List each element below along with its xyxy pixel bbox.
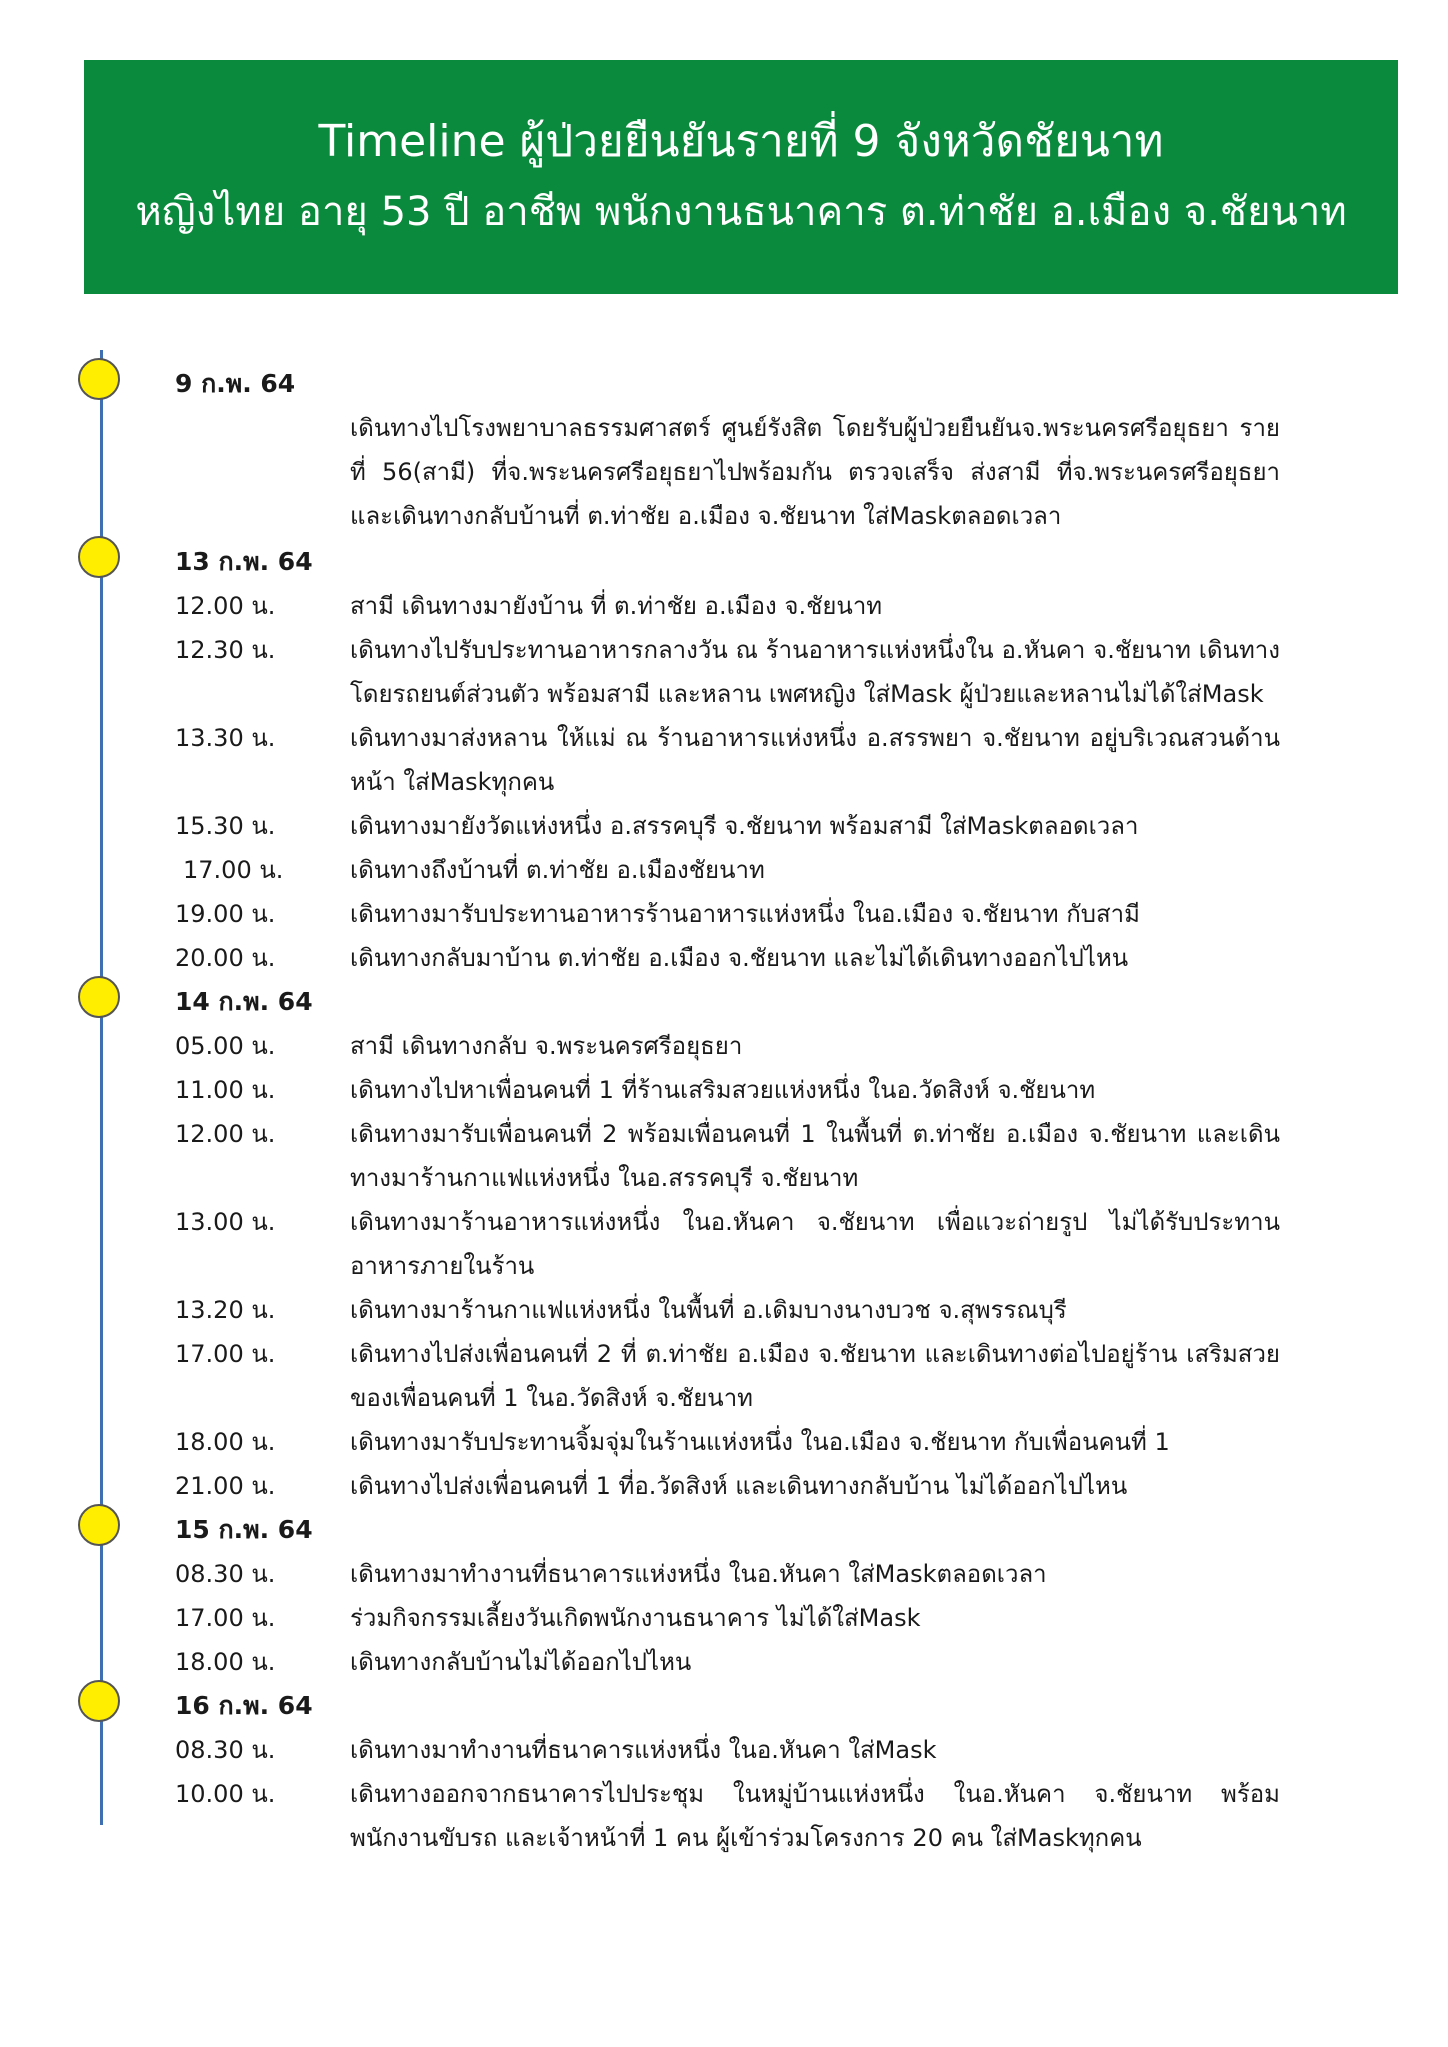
event-text: เดินทางถึงบ้านที่ ต.ท่าชัย อ.เมืองชัยนาท: [350, 856, 765, 884]
event-text: เดินทางกลับมาบ้าน ต.ท่าชัย อ.เมือง จ.ชัยนาท และไม่ได้เดินทางออกไปไหน: [350, 944, 1129, 972]
timeline-dot: [78, 1680, 120, 1722]
event-time: 13.00 น.: [175, 1208, 276, 1236]
event-text: เดินทางมารับประทานจิ้มจุ่มในร้านแห่งหนึ่ง ในอ.เมือง จ.ชัยนาท กับเพื่อนคนที่ 1: [350, 1428, 1170, 1456]
event-time: 12.00 น.: [175, 1120, 276, 1148]
event-time: 11.00 น.: [175, 1076, 276, 1104]
event-time: 20.00 น.: [175, 944, 276, 972]
event-text: เดินทางกลับบ้านไม่ได้ออกไปไหน: [350, 1648, 692, 1676]
event-text: เดินทางมายังวัดแห่งหนึ่ง อ.สรรคบุรี จ.ชัยนาท พร้อมสามี ใส่Maskตลอดเวลา: [350, 812, 1139, 840]
event-time: 17.00 น.: [175, 1340, 276, 1368]
event-text: เดินทางมาทำงานที่ธนาคารแห่งหนึ่ง ในอ.หันคา ใส่Mask: [350, 1736, 937, 1764]
event-time: 08.30 น.: [175, 1560, 276, 1588]
event-text: เดินทางไปส่งเพื่อนคนที่ 2 ที่ ต.ท่าชัย อ.เมือง จ.ชัยนาท และเดินทางต่อไปอยู่ร้าน เสริมสวยของเพื่อนคนที่ 1 ในอ.วัดสิงห์ จ.ชัยนาท: [350, 1340, 1280, 1412]
event-text: เดินทางไปรับประทานอาหารกลางวัน ณ ร้านอาหารแห่งหนึ่งใน อ.หันคา จ.ชัยนาท เดินทางโดยรถยนต์ส่วนตัว พร้อมสามี และหลาน เพศหญิง ใส่Mask ผู้ป่วยและหลานไม่ได้ใส่Mask: [350, 636, 1280, 708]
event-time: 18.00 น.: [175, 1648, 276, 1676]
event-text: เดินทางออกจากธนาคารไปประชุม ในหมู่บ้านแห่งหนึ่ง ในอ.หันคา จ.ชัยนาท พร้อมพนักงานขับรถ และเจ้าหน้าที่ 1 คน ผู้เข้าร่วมโครงการ 20 คน ใส่Maskทุกคน: [350, 1780, 1280, 1852]
event-time: 05.00 น.: [175, 1032, 276, 1060]
event-time: 19.00 น.: [175, 900, 276, 928]
event-time: 21.00 น.: [175, 1472, 276, 1500]
event-text: เดินทางมาร้านกาแฟแห่งหนึ่ง ในพื้นที่ อ.เดิมบางนางบวช จ.สุพรรณบุรี: [350, 1296, 1067, 1324]
event-text: เดินทางไปโรงพยาบาลธรรมศาสตร์ ศูนย์รังสิต โดยรับผู้ป่วยยืนยันจ.พระนครศรีอยุธยา รายที่ 56(สามี) ที่จ.พระนครศรีอยุธยาไปพร้อมกัน ตรวจเสร็จ ส่งสามี ที่จ.พระนครศรีอยุธยา และเดินทางกลับบ้านที่ ต.ท่าชัย อ.เมือง จ.ชัยนาท ใส่Maskตลอดเวลา: [350, 414, 1280, 530]
event-time: 13.20 น.: [175, 1296, 276, 1324]
timeline-dot: [78, 976, 120, 1018]
event-time: 15.30 น.: [175, 812, 276, 840]
day-date: 14 ก.พ. 64: [175, 987, 313, 1016]
event-text: เดินทางมาทำงานที่ธนาคารแห่งหนึ่ง ในอ.หันคา ใส่Maskตลอดเวลา: [350, 1560, 1047, 1588]
event-time: 12.30 น.: [175, 636, 276, 664]
event-time: 08.30 น.: [175, 1736, 276, 1764]
event-text: เดินทางไปส่งเพื่อนคนที่ 1 ที่อ.วัดสิงห์ และเดินทางกลับบ้าน ไม่ได้ออกไปไหน: [350, 1472, 1128, 1500]
event-time: 17.00 น.: [183, 856, 284, 884]
day-date: 9 ก.พ. 64: [175, 369, 296, 398]
event-time: 18.00 น.: [175, 1428, 276, 1456]
event-time: 17.00 น.: [175, 1604, 276, 1632]
header-subtitle: หญิงไทย อายุ 53 ปี อาชีพ พนักงานธนาคาร ต.ท่าชัย อ.เมือง จ.ชัยนาท: [135, 189, 1347, 235]
day-date: 16 ก.พ. 64: [175, 1691, 313, 1720]
event-text: เดินทางมาร้านอาหารแห่งหนึ่ง ในอ.หันคา จ.ชัยนาท เพื่อแวะถ่ายรูป ไม่ได้รับประทานอาหารภายในร้าน: [350, 1208, 1280, 1280]
event-text: สามี เดินทางมายังบ้าน ที่ ต.ท่าชัย อ.เมือง จ.ชัยนาท: [350, 592, 883, 620]
header-title: Timeline ผู้ป่วยยืนยันรายที่ 9 จังหวัดชัยนาท: [318, 116, 1164, 167]
event-text: เดินทางมารับเพื่อนคนที่ 2 พร้อมเพื่อนคนที่ 1 ในพื้นที่ ต.ท่าชัย อ.เมือง จ.ชัยนาท และเดินทางมาร้านกาแฟแห่งหนึ่ง ในอ.สรรคบุรี จ.ชัยนาท: [350, 1120, 1280, 1192]
event-time: 12.00 น.: [175, 592, 276, 620]
timeline-dot: [78, 358, 120, 400]
timeline-dot: [78, 536, 120, 578]
event-text: สามี เดินทางกลับ จ.พระนครศรีอยุธยา: [350, 1032, 743, 1060]
event-time: 13.30 น.: [175, 724, 276, 752]
day-date: 13 ก.พ. 64: [175, 547, 313, 576]
header-banner: [84, 60, 1398, 294]
timeline-dot: [78, 1504, 120, 1546]
event-time: 10.00 น.: [175, 1780, 276, 1808]
event-text: ร่วมกิจกรรมเลี้ยงวันเกิดพนักงานธนาคาร ไม่ได้ใส่Mask: [350, 1604, 921, 1632]
day-date: 15 ก.พ. 64: [175, 1515, 313, 1544]
event-text: เดินทางไปหาเพื่อนคนที่ 1 ที่ร้านเสริมสวยแห่งหนึ่ง ในอ.วัดสิงห์ จ.ชัยนาท: [350, 1076, 1096, 1104]
event-text: เดินทางมาส่งหลาน ให้แม่ ณ ร้านอาหารแห่งหนึ่ง อ.สรรพยา จ.ชัยนาท อยู่บริเวณสวนด้านหน้า ใส่Maskทุกคน: [350, 724, 1280, 796]
event-text: เดินทางมารับประทานอาหารร้านอาหารแห่งหนึ่ง ในอ.เมือง จ.ชัยนาท กับสามี: [350, 900, 1140, 928]
